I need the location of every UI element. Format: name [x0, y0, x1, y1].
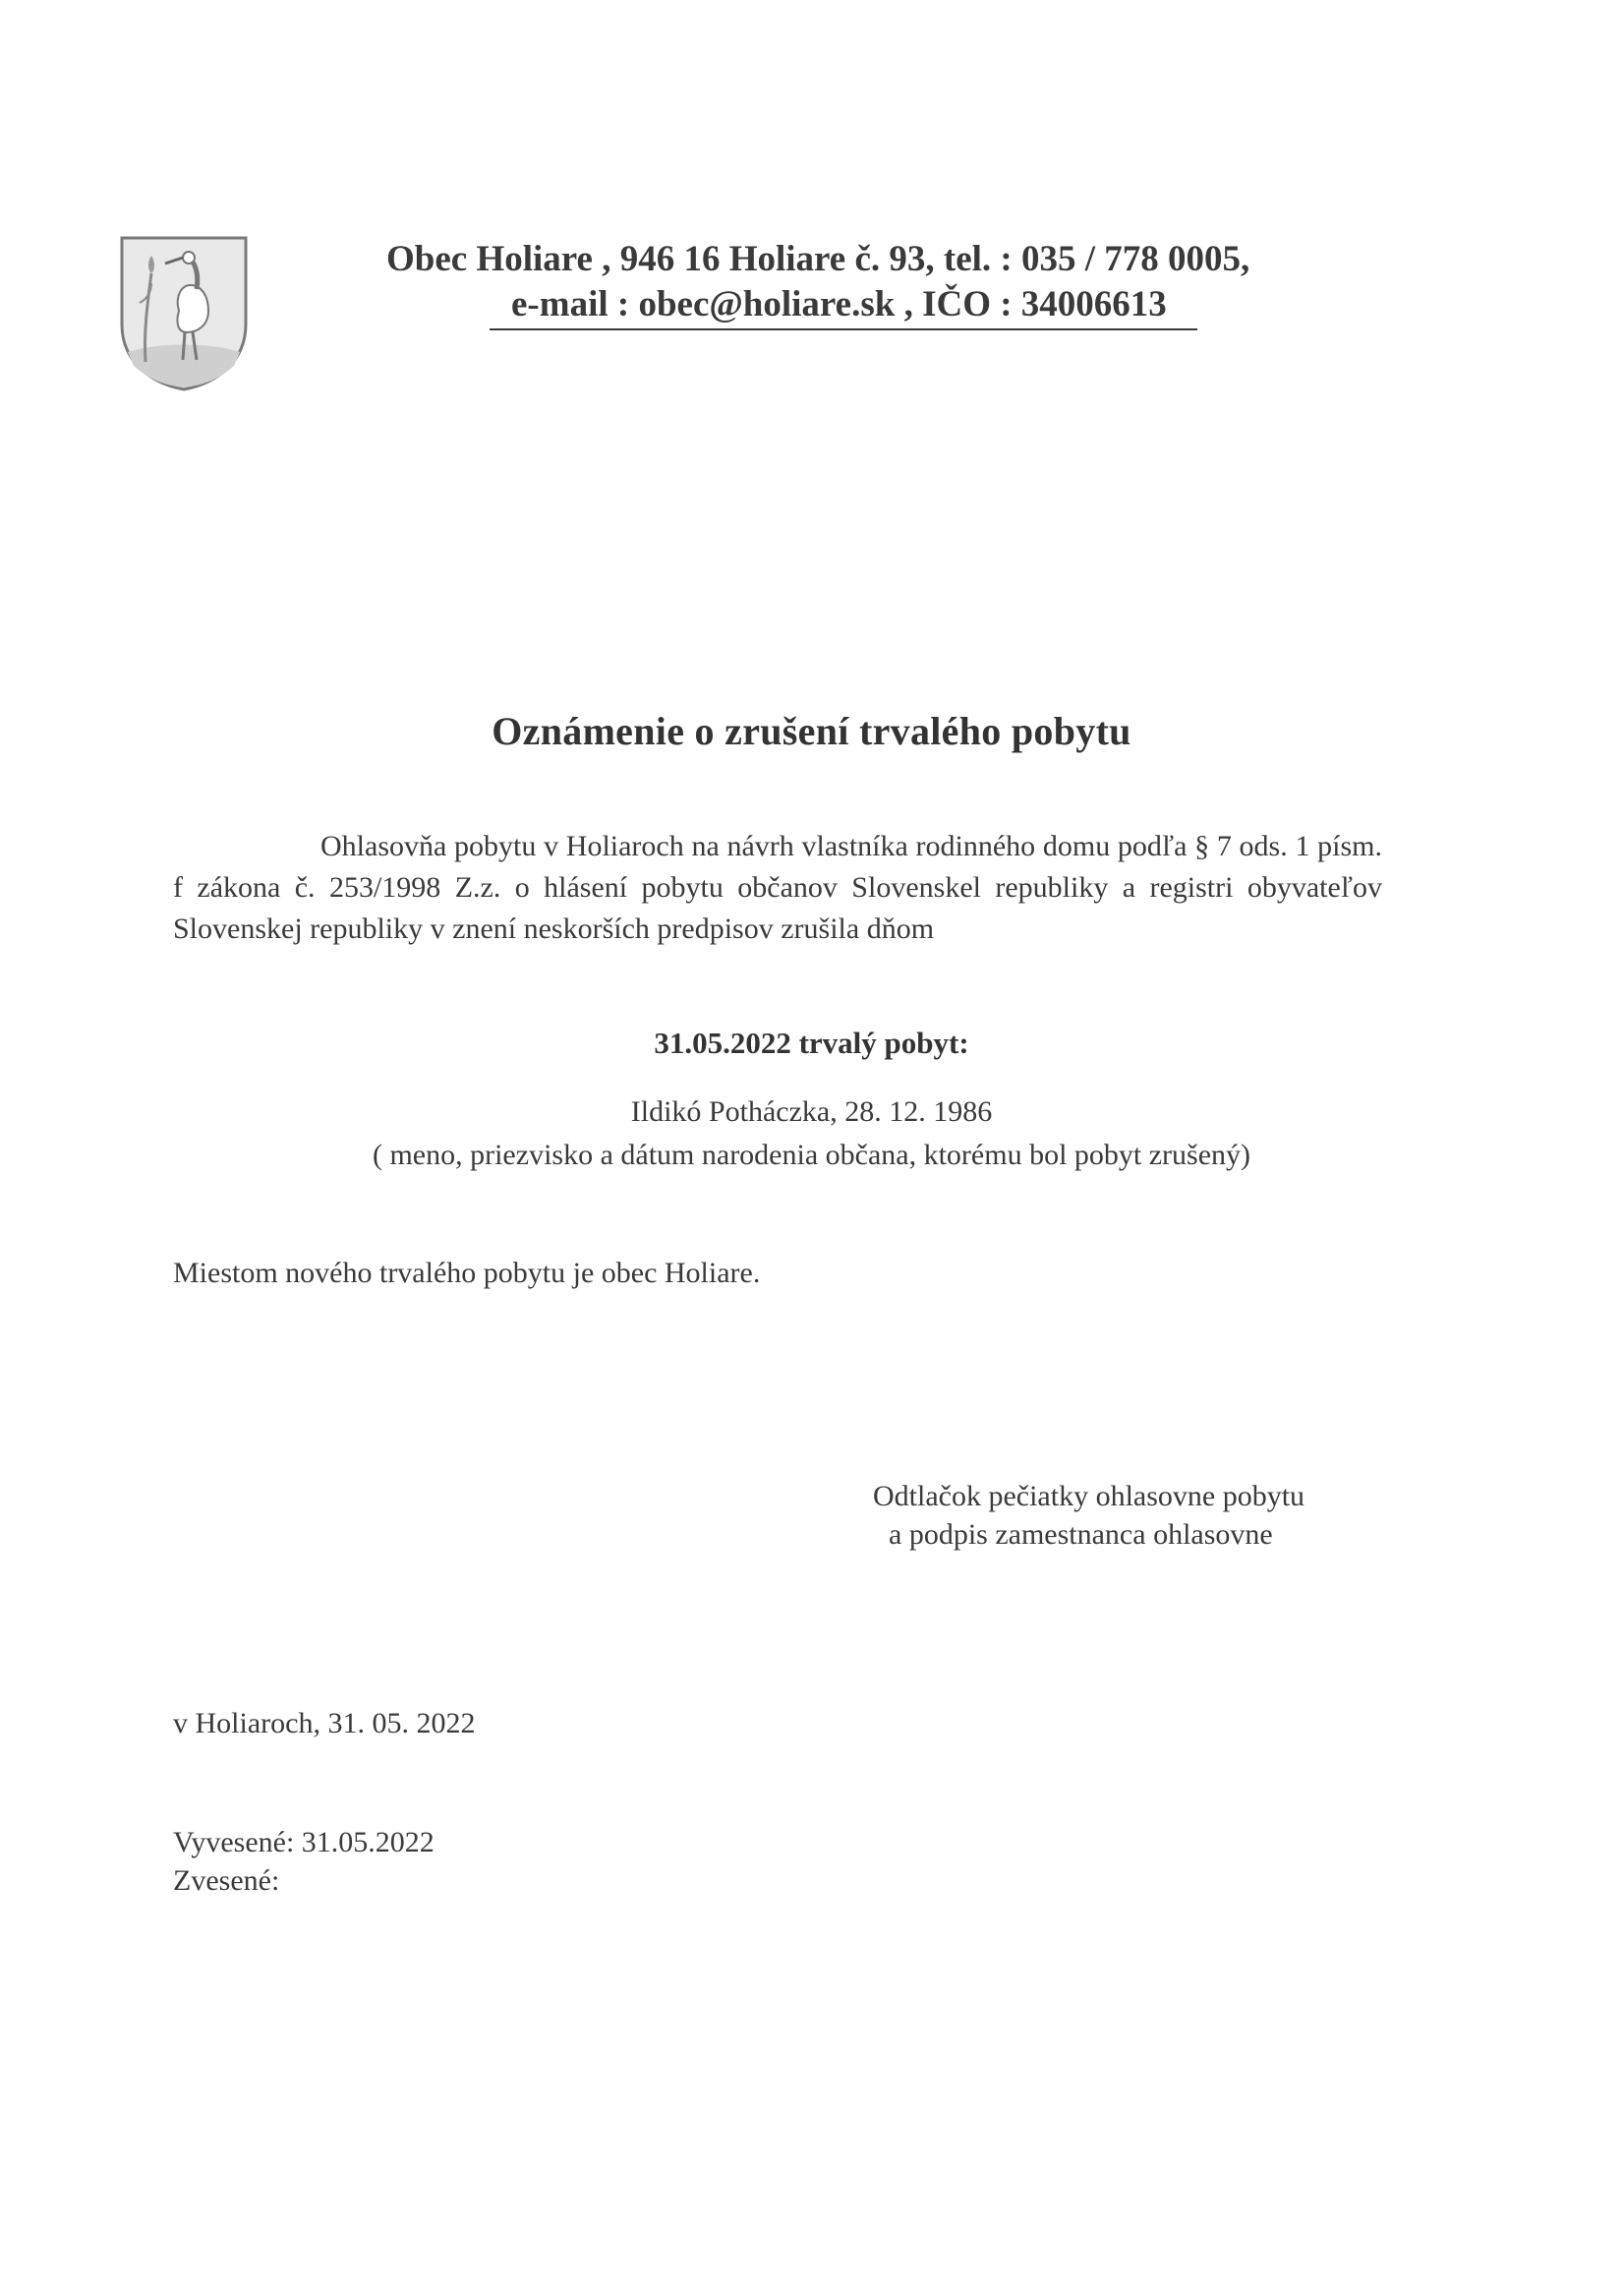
- removed-date: Zvesené:: [173, 1864, 280, 1897]
- posted-date: Vyvesené: 31.05.2022: [173, 1826, 435, 1858]
- letterhead-underline: [490, 328, 1197, 330]
- person-name-line: Ildikó Potháczka, 28. 12. 1986: [630, 1095, 993, 1128]
- stamp-label-line1: Odtlačok pečiatky ohlasovne pobytu: [873, 1480, 1305, 1512]
- stamp-label-line2: a podpis zamestnanca ohlasovne: [889, 1518, 1273, 1551]
- letterhead-contact: e-mail : obec@holiare.sk , IČO : 34006613: [511, 284, 1167, 324]
- new-residence-text: Miestom nového trvalého pobytu je obec Holiare.: [173, 1257, 761, 1289]
- coat-of-arms-stork-icon: [118, 234, 250, 393]
- letterhead-address: Obec Holiare , 946 16 Holiare č. 93, tel. : 035 / 778 0005,: [386, 239, 1250, 279]
- person-note: ( meno, priezvisko a dátum narodenia občana, ktorému bol pobyt zrušený): [372, 1139, 1251, 1171]
- notice-body: Ohlasovňa pobytu v Holiaroch na návrh vlastníka rodinného domu podľa § 7 ods. 1 písm. f zákona č. 253/1998 Z.z. o hlásení pobytu občanov Slovenskel republiky a registri obyvateľov Slovenskej republiky v znení neskorších predpisov zrušila dňom: [173, 830, 1382, 945]
- place-and-date: v Holiaroch, 31. 05. 2022: [173, 1707, 476, 1739]
- effective-date-line: 31.05.2022 trvalý pobyt:: [654, 1026, 969, 1060]
- document-title: Oznámenie o zrušení trvalého pobytu: [492, 709, 1131, 753]
